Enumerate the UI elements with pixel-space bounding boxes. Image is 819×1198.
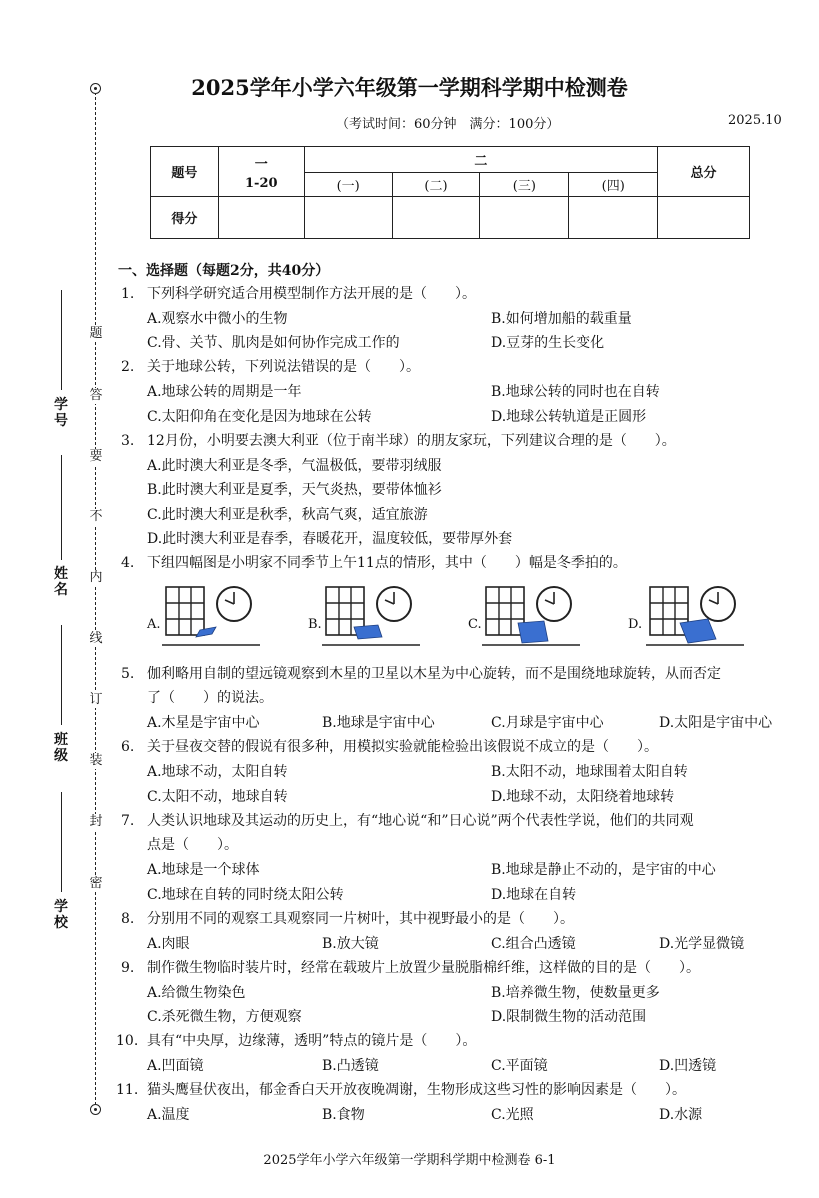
question-number: 6. [121, 739, 135, 755]
option: D.此时澳大利亚是春季，春暖花开，温度较低，要带厚外套 [147, 531, 513, 547]
header-sub-4: (四) [569, 172, 658, 196]
field-line-xingming [61, 455, 62, 560]
score-cell[interactable] [480, 196, 569, 238]
question-stem-line2: 点是（ ）。 [147, 837, 238, 853]
question-number: 10. [116, 1033, 139, 1049]
binding-hole-bottom [90, 1104, 101, 1115]
header-sub-2: (二) [392, 172, 480, 196]
question-number: 11. [116, 1082, 139, 1098]
option: B.此时澳大利亚是夏季，天气炎热，要带体恤衫 [147, 482, 442, 498]
option: D.地球在自转 [491, 887, 577, 903]
option: C.此时澳大利亚是秋季，秋高气爽，适宜旅游 [147, 507, 428, 523]
field-label-xuexiao: 学校 [54, 899, 68, 931]
field-line-xuexiao [61, 792, 62, 892]
option: C.组合凸透镜 [491, 936, 576, 952]
binding-char: 题 [89, 326, 103, 341]
binding-char: 装 [89, 753, 103, 768]
page-footer: 2025学年小学六年级第一学期科学期中检测卷 6-1 [263, 1153, 556, 1168]
option: A.温度 [147, 1107, 190, 1123]
binding-char: 封 [89, 814, 103, 829]
score-cell[interactable] [392, 196, 480, 238]
option: C.太阳不动，地球自转 [147, 789, 288, 805]
option: B.培养微生物，使数量更多 [491, 985, 660, 1001]
field-label-xingming: 姓名 [54, 566, 68, 598]
binding-char: 答 [89, 388, 103, 403]
picture-label: C. [468, 617, 482, 632]
field-label-xuehao: 学号 [54, 397, 68, 429]
option: A.木星是宇宙中心 [147, 715, 260, 731]
option: B.放大镜 [322, 936, 379, 952]
option: B.地球公转的同时也在自转 [491, 384, 660, 400]
section-heading: 一、选择题（每题2分，共40分） [118, 263, 330, 279]
header-yi-range: 1-20 [218, 172, 304, 196]
picture-label: A. [147, 617, 161, 632]
option: D.地球不动，太阳绕着地球转 [491, 789, 675, 805]
score-cell[interactable] [658, 196, 750, 238]
header-total: 总分 [658, 147, 750, 197]
option: B.如何增加船的载重量 [491, 311, 632, 327]
option: D.凹透镜 [659, 1058, 717, 1074]
option: D.地球公转轨道是正圆形 [491, 409, 647, 425]
score-table [150, 146, 750, 239]
field-label-banji: 班级 [54, 732, 68, 764]
exam-info: （考试时间：60分钟 满分：100分） [336, 117, 560, 132]
header-sub-3: (三) [480, 172, 569, 196]
option: B.太阳不动，地球围着太阳自转 [491, 764, 688, 780]
question-number: 9. [121, 960, 135, 976]
score-cell[interactable] [304, 196, 392, 238]
window-clock-picture-c [482, 583, 632, 655]
question-number: 8. [121, 911, 135, 927]
window-clock-picture-d [646, 583, 796, 655]
option: D.水源 [659, 1107, 703, 1123]
option: C.地球在自转的同时绕太阳公转 [147, 887, 344, 903]
binding-dashed-line [95, 92, 96, 1110]
picture-label: B. [308, 617, 322, 632]
picture-label: D. [628, 617, 643, 632]
question-stem: 制作微生物临时装片时，经常在载玻片上放置少量脱脂棉纤维，这样做的目的是（ ）。 [147, 960, 700, 976]
question-number: 3. [121, 433, 135, 449]
question-stem: 下列科学研究适合用模型制作方法开展的是（ ）。 [147, 286, 476, 302]
header-tihao: 题号 [151, 147, 219, 197]
option: A.地球公转的周期是一年 [147, 384, 302, 400]
option: A.地球是一个球体 [147, 862, 260, 878]
option: A.肉眼 [147, 936, 190, 952]
option: A.地球不动，太阳自转 [147, 764, 288, 780]
question-stem: 关于昼夜交替的假说有很多种，用模拟实验就能检验出该假说不成立的是（ ）。 [147, 739, 658, 755]
question-stem: 具有“中央厚，边缘薄，透明”特点的镜片是（ ）。 [147, 1033, 477, 1049]
option: B.凸透镜 [322, 1058, 379, 1074]
option: B.地球是宇宙中心 [322, 715, 435, 731]
binding-char: 线 [89, 631, 103, 646]
binding-margin [0, 0, 120, 1198]
question-stem: 关于地球公转，下列说法错误的是（ ）。 [147, 359, 420, 375]
window-clock-picture-a [162, 583, 312, 655]
option: A.观察水中微小的生物 [147, 311, 288, 327]
option: D.光学显微镜 [659, 936, 745, 952]
question-stem: 人类认识地球及其运动的历史上，有“地心说“和”日心说”两个代表性学说，他们的共同观 [147, 813, 694, 829]
question-stem: 12月份，小明要去澳大利亚（位于南半球）的朋友家玩，下列建议合理的是（ ）。 [147, 433, 676, 449]
question-stem: 分别用不同的观察工具观察同一片树叶，其中视野最小的是（ ）。 [147, 911, 574, 927]
binding-char: 订 [89, 692, 103, 707]
option: C.光照 [491, 1107, 534, 1123]
binding-char: 要 [89, 449, 103, 464]
option: C.月球是宇宙中心 [491, 715, 604, 731]
score-cell[interactable] [218, 196, 304, 238]
option: C.平面镜 [491, 1058, 548, 1074]
option: C.太阳仰角在变化是因为地球在公转 [147, 409, 372, 425]
option: D.豆芽的生长变化 [491, 335, 605, 351]
question-stem: 下组四幅图是小明家不同季节上午11点的情形，其中（ ）幅是冬季拍的。 [147, 555, 627, 571]
option: A.凹面镜 [147, 1058, 204, 1074]
header-sub-1: (一) [304, 172, 392, 196]
option: D.限制微生物的活动范围 [491, 1009, 647, 1025]
page-title: 2025学年小学六年级第一学期科学期中检测卷 [191, 75, 628, 100]
header-yi: 一 [218, 147, 304, 173]
binding-char: 不 [89, 509, 103, 524]
question-number: 2. [121, 359, 135, 375]
option: A.此时澳大利亚是冬季，气温极低，要带羽绒服 [147, 458, 442, 474]
question-stem-line2: 了（ ）的说法。 [147, 690, 273, 706]
question-stem: 猫头鹰昼伏夜出，郁金香白天开放夜晚凋谢，生物形成这些习性的影响因素是（ ）。 [147, 1082, 686, 1098]
option: D.太阳是宇宙中心 [659, 715, 773, 731]
question-number: 7. [121, 813, 135, 829]
field-line-banji [61, 625, 62, 725]
field-line-xuehao [61, 290, 62, 390]
window-clock-picture-b [322, 583, 472, 655]
option: A.给微生物染色 [147, 985, 246, 1001]
option: C.骨、关节、肌肉是如何协作完成工作的 [147, 335, 400, 351]
option: B.地球是静止不动的，是宇宙的中心 [491, 862, 716, 878]
question-number: 1. [121, 286, 135, 302]
question-stem: 伽利略用自制的望远镜观察到木星的卫星以木星为中心旋转，而不是围绕地球旋转，从而否定 [147, 666, 721, 682]
option: C.杀死微生物，方便观察 [147, 1009, 302, 1025]
question-number: 4. [121, 555, 135, 571]
question-number: 5. [121, 666, 135, 682]
exam-date: 2025.10 [728, 113, 782, 128]
binding-char: 内 [89, 570, 103, 585]
row-defen: 得分 [151, 196, 219, 238]
binding-char: 密 [89, 876, 103, 891]
score-cell[interactable] [569, 196, 658, 238]
header-er: 二 [304, 147, 657, 173]
option: B.食物 [322, 1107, 365, 1123]
